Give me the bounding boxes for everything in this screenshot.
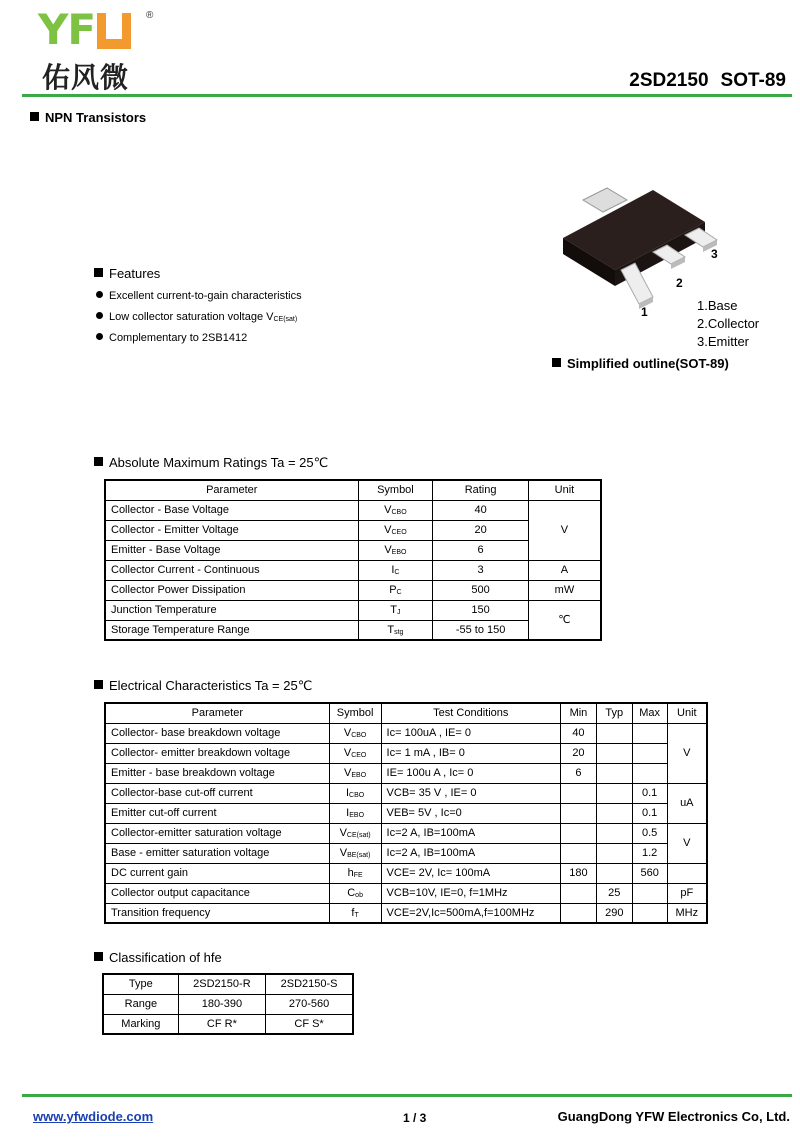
header-divider xyxy=(22,94,792,97)
column-header: Min xyxy=(561,703,597,723)
bullet-square-icon xyxy=(94,680,103,689)
symbol-cell: VCE(sat) xyxy=(329,823,381,843)
table-row xyxy=(105,520,601,540)
param-cell: Emitter - base breakdown voltage xyxy=(105,763,329,783)
rating-cell: 20 xyxy=(433,520,529,540)
typ-cell xyxy=(596,723,632,743)
column-header: Unit xyxy=(667,703,707,723)
symbol-cell: IC xyxy=(358,560,433,580)
condition-cell: Ic= 100uA , IE= 0 xyxy=(381,723,560,743)
min-cell xyxy=(561,823,597,843)
website-link[interactable]: www.yfwdiode.com xyxy=(33,1109,154,1124)
logo-w-mark xyxy=(97,13,131,49)
min-cell: 20 xyxy=(561,743,597,763)
bullet-dot-icon xyxy=(96,312,103,319)
max-cell: 0.1 xyxy=(632,803,667,823)
typ-cell xyxy=(596,863,632,883)
bullet-square-icon xyxy=(30,112,39,121)
column-header: Symbol xyxy=(329,703,381,723)
footer-divider xyxy=(22,1094,792,1097)
symbol-cell: ICBO xyxy=(329,783,381,803)
table-row xyxy=(105,600,601,620)
param-cell: Collector - Base Voltage xyxy=(105,500,358,520)
company-logo xyxy=(38,5,158,94)
table-row xyxy=(105,540,601,560)
symbol-cell: VEBO xyxy=(329,763,381,783)
param-cell: Emitter - Base Voltage xyxy=(105,540,358,560)
value-cell: CF S* xyxy=(266,1014,353,1034)
pin-number-2: 2 xyxy=(676,276,683,290)
table-row xyxy=(105,763,707,783)
condition-cell: Ic= 1 mA , IB= 0 xyxy=(381,743,560,763)
unit-cell: pF xyxy=(667,883,707,903)
table-row xyxy=(105,823,707,843)
param-cell: Collector output capacitance xyxy=(105,883,329,903)
bullet-square-icon xyxy=(94,268,103,277)
table-header-row xyxy=(105,703,707,723)
part-number: 2SD2150 xyxy=(629,70,709,91)
value-cell: CF R* xyxy=(178,1014,265,1034)
symbol-cell: VCBO xyxy=(358,500,433,520)
rating-cell: 500 xyxy=(433,580,529,600)
max-cell xyxy=(632,763,667,783)
features-list xyxy=(96,290,302,353)
typ-cell xyxy=(596,763,632,783)
symbol-cell: Tstg xyxy=(358,620,433,640)
table-row xyxy=(103,974,353,994)
row-header-cell: Type xyxy=(103,974,178,994)
classification-table xyxy=(102,973,354,1035)
bullet-square-icon xyxy=(94,457,103,466)
table-row xyxy=(105,883,707,903)
typ-cell: 290 xyxy=(596,903,632,923)
bullet-square-icon xyxy=(552,358,561,367)
unit-cell: MHz xyxy=(667,903,707,923)
min-cell xyxy=(561,903,597,923)
pin-number-3: 3 xyxy=(711,247,718,261)
rating-cell: 40 xyxy=(433,500,529,520)
min-cell: 6 xyxy=(561,763,597,783)
typ-cell xyxy=(596,823,632,843)
page-number: 1 / 3 xyxy=(403,1111,427,1125)
table-row xyxy=(103,1014,353,1034)
max-cell xyxy=(632,723,667,743)
package-name: SOT-89 xyxy=(720,70,786,91)
param-cell: Collector- base breakdown voltage xyxy=(105,723,329,743)
value-cell: 2SD2150-R xyxy=(178,974,265,994)
symbol-cell: hFE xyxy=(329,863,381,883)
rating-cell: -55 to 150 xyxy=(433,620,529,640)
value-cell: 2SD2150-S xyxy=(266,974,353,994)
param-cell: Storage Temperature Range xyxy=(105,620,358,640)
unit-cell: V xyxy=(528,500,601,560)
classification-heading: Classification of hfe xyxy=(94,950,222,965)
rating-cell: 6 xyxy=(433,540,529,560)
column-header: Typ xyxy=(596,703,632,723)
table-row xyxy=(103,994,353,1014)
typ-cell: 25 xyxy=(596,883,632,903)
param-cell: Transition frequency xyxy=(105,903,329,923)
symbol-cell: VCEO xyxy=(358,520,433,540)
pin-number-1: 1 xyxy=(641,305,648,319)
value-cell: 180-390 xyxy=(178,994,265,1014)
feature-item: Low collector saturation voltage VCE(sat) xyxy=(96,311,302,332)
column-header: Parameter xyxy=(105,703,329,723)
table-row xyxy=(105,580,601,600)
max-cell xyxy=(632,743,667,763)
abs-max-table xyxy=(104,479,602,641)
column-header: Symbol xyxy=(358,480,433,500)
max-cell: 560 xyxy=(632,863,667,883)
unit-cell: V xyxy=(667,723,707,783)
bullet-dot-icon xyxy=(96,333,103,340)
column-header: Max xyxy=(632,703,667,723)
unit-cell: A xyxy=(528,560,601,580)
table-row xyxy=(105,843,707,863)
feature-item: Complementary to 2SB1412 xyxy=(96,332,302,353)
param-cell: Emitter cut-off current xyxy=(105,803,329,823)
min-cell xyxy=(561,783,597,803)
condition-cell: VCB=10V, IE=0, f=1MHz xyxy=(381,883,560,903)
condition-cell: Ic=2 A, IB=100mA xyxy=(381,843,560,863)
param-cell: Collector Power Dissipation xyxy=(105,580,358,600)
logo-letters: YF xyxy=(38,8,131,52)
value-cell: 270-560 xyxy=(266,994,353,1014)
rating-cell: 3 xyxy=(433,560,529,580)
column-header: Test Conditions xyxy=(381,703,560,723)
registered-mark: ® xyxy=(146,10,154,21)
table-row xyxy=(105,743,707,763)
typ-cell xyxy=(596,783,632,803)
pin-assignment-list xyxy=(697,297,759,351)
table-row xyxy=(105,783,707,803)
symbol-cell: TJ xyxy=(358,600,433,620)
company-name: GuangDong YFW Electronics Co, Ltd. xyxy=(557,1109,790,1124)
unit-cell: ℃ xyxy=(528,600,601,640)
table-header-row xyxy=(105,480,601,500)
feature-item: Excellent current-to-gain characteristics xyxy=(96,290,302,311)
typ-cell xyxy=(596,803,632,823)
pin-label: 1.Base xyxy=(697,298,738,313)
max-cell: 0.1 xyxy=(632,783,667,803)
max-cell xyxy=(632,883,667,903)
symbol-cell: VCBO xyxy=(329,723,381,743)
unit-cell xyxy=(667,863,707,883)
param-cell: DC current gain xyxy=(105,863,329,883)
param-cell: Collector-base cut-off current xyxy=(105,783,329,803)
symbol-cell: VBE(sat) xyxy=(329,843,381,863)
pin-label: 3.Emitter xyxy=(697,334,750,349)
features-heading: Features xyxy=(94,266,160,281)
document-title xyxy=(629,70,786,92)
param-cell: Collector Current - Continuous xyxy=(105,560,358,580)
symbol-cell: VCEO xyxy=(329,743,381,763)
row-header-cell: Marking xyxy=(103,1014,178,1034)
min-cell xyxy=(561,883,597,903)
min-cell: 40 xyxy=(561,723,597,743)
table-row xyxy=(105,723,707,743)
condition-cell: VCE=2V,Ic=500mA,f=100MHz xyxy=(381,903,560,923)
symbol-cell: VEBO xyxy=(358,540,433,560)
max-cell: 0.5 xyxy=(632,823,667,843)
condition-cell: Ic=2 A, IB=100mA xyxy=(381,823,560,843)
condition-cell: VEB= 5V , Ic=0 xyxy=(381,803,560,823)
param-cell: Junction Temperature xyxy=(105,600,358,620)
unit-cell: mW xyxy=(528,580,601,600)
unit-cell: V xyxy=(667,823,707,863)
column-header: Unit xyxy=(528,480,601,500)
symbol-cell: Cob xyxy=(329,883,381,903)
rating-cell: 150 xyxy=(433,600,529,620)
min-cell: 180 xyxy=(561,863,597,883)
table-row xyxy=(105,500,601,520)
bullet-square-icon xyxy=(94,952,103,961)
column-header: Rating xyxy=(433,480,529,500)
symbol-cell: PC xyxy=(358,580,433,600)
param-cell: Collector- emitter breakdown voltage xyxy=(105,743,329,763)
logo-chinese-name: 佑风微 xyxy=(42,61,130,94)
column-header: Parameter xyxy=(105,480,358,500)
condition-cell: VCB= 35 V , IE= 0 xyxy=(381,783,560,803)
elec-char-heading: Electrical Characteristics Ta = 25℃ xyxy=(94,678,312,694)
min-cell xyxy=(561,843,597,863)
min-cell xyxy=(561,803,597,823)
symbol-cell: fT xyxy=(329,903,381,923)
condition-cell: VCE= 2V, Ic= 100mA xyxy=(381,863,560,883)
pin-1 xyxy=(621,263,653,309)
table-row xyxy=(105,863,707,883)
abs-max-heading: Absolute Maximum Ratings Ta = 25℃ xyxy=(94,455,328,471)
param-cell: Collector-emitter saturation voltage xyxy=(105,823,329,843)
param-cell: Collector - Emitter Voltage xyxy=(105,520,358,540)
sot89-package-image xyxy=(545,160,775,320)
bullet-dot-icon xyxy=(96,291,103,298)
max-cell xyxy=(632,903,667,923)
symbol-cell: IEBO xyxy=(329,803,381,823)
row-header-cell: Range xyxy=(103,994,178,1014)
outline-caption: Simplified outline(SOT-89) xyxy=(552,356,729,371)
table-row xyxy=(105,620,601,640)
table-row xyxy=(105,803,707,823)
param-cell: Base - emitter saturation voltage xyxy=(105,843,329,863)
typ-cell xyxy=(596,843,632,863)
elec-char-table xyxy=(104,702,708,924)
condition-cell: IE= 100u A , Ic= 0 xyxy=(381,763,560,783)
device-type-heading: NPN Transistors xyxy=(30,110,146,125)
typ-cell xyxy=(596,743,632,763)
max-cell: 1.2 xyxy=(632,843,667,863)
table-row xyxy=(105,560,601,580)
unit-cell: uA xyxy=(667,783,707,823)
table-row xyxy=(105,903,707,923)
pin-label: 2.Collector xyxy=(697,316,760,331)
